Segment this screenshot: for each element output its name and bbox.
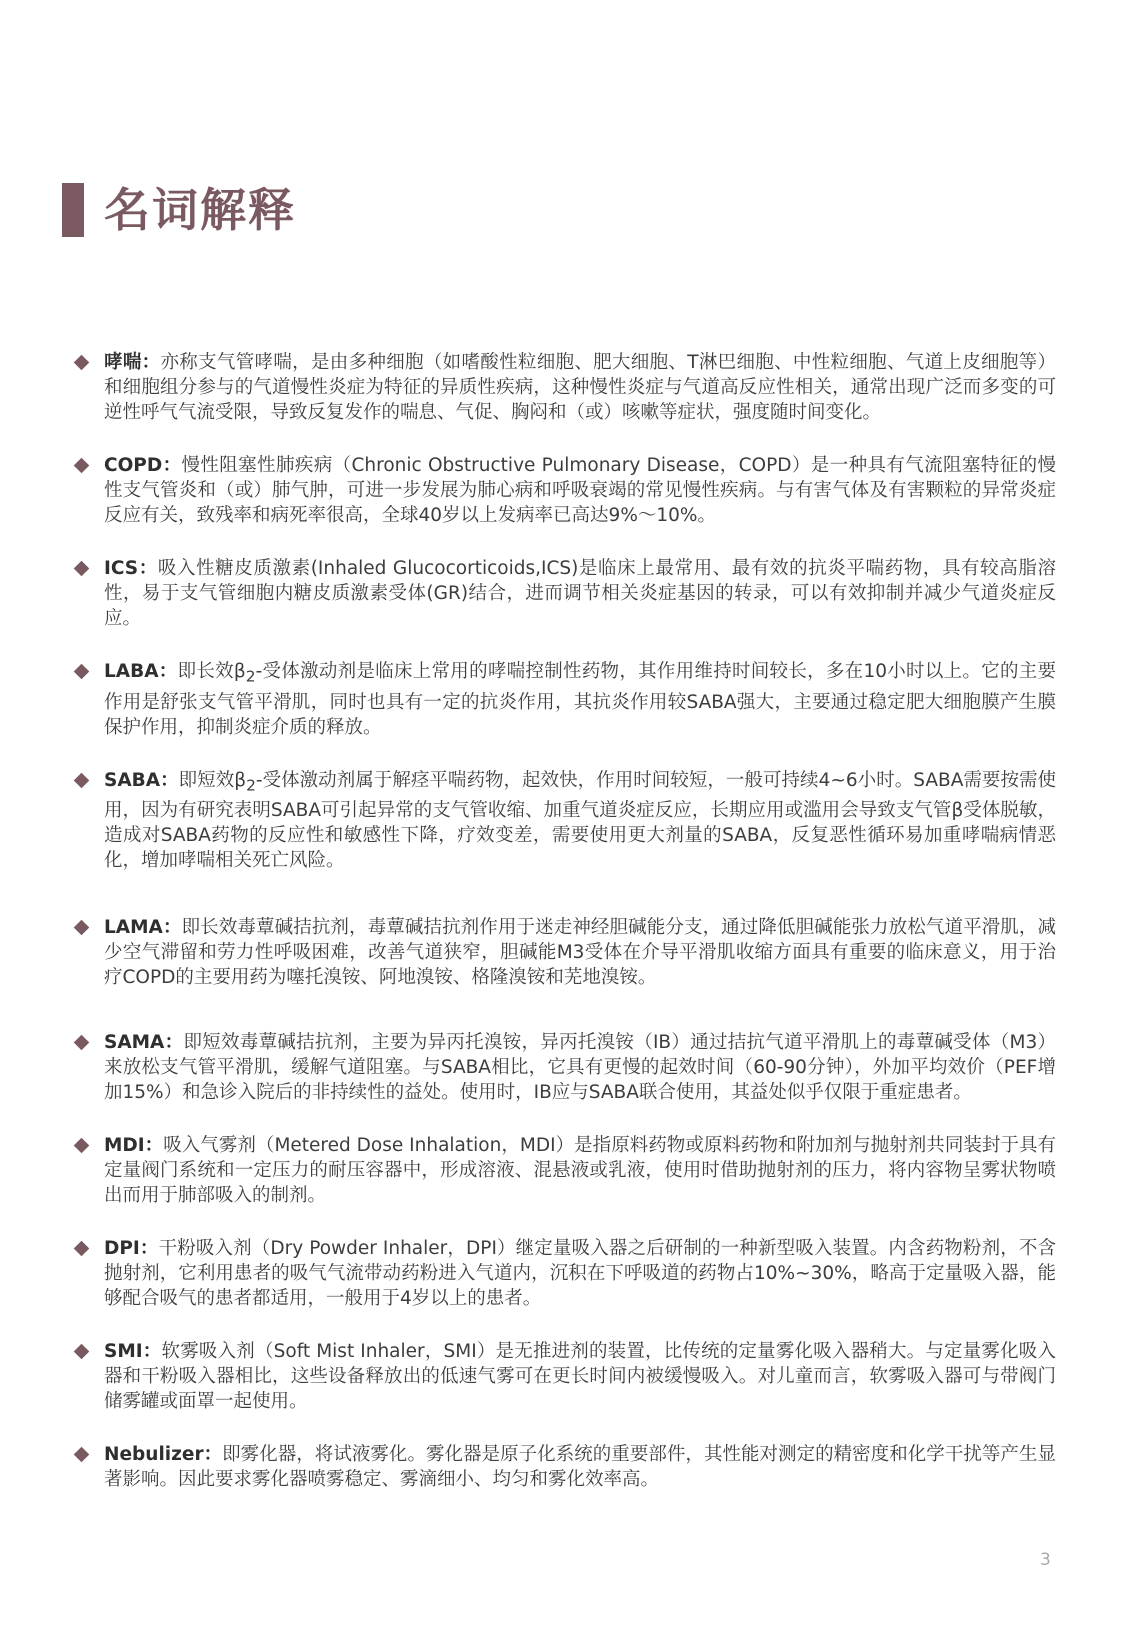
glossary-item-laba bbox=[76, 659, 1056, 740]
term-name: 哮喘： bbox=[104, 352, 161, 373]
glossary-item-dpi bbox=[76, 1236, 1056, 1311]
term-name: MDI： bbox=[104, 1135, 164, 1157]
term-definition-rest: -受体激动剂是临床上常用的哮喘控制性药物，其作用维持时间较长，多在10小时以上。它的主要作用是舒张支气管平滑肌，同时也具有一定的抗炎作用，其抗炎作用较SABA强大，主要通过稳定肥大细胞膜产生膜保护作用，抑制炎症介质的释放。 bbox=[104, 661, 1056, 738]
term-name: Nebulizer： bbox=[104, 1444, 223, 1466]
glossary-item-mdi bbox=[76, 1133, 1056, 1208]
diamond-bullet-icon bbox=[74, 1447, 90, 1463]
term-definition: 吸入气雾剂（Metered Dose Inhalation，MDI）是指原料药物或原料药物和附加剂与抛射剂共同装封于具有定量阀门系统和一定压力的耐压容器中，形成溶液、混悬液或乳液，使用时借助抛射剂的压力，将内容物呈雾状物喷出而用于肺部吸入的制剂。 bbox=[104, 1135, 1056, 1207]
diamond-bullet-icon bbox=[74, 355, 90, 371]
term-definition: 即雾化器，将试液雾化。雾化器是原子化系统的重要部件，其性能对测定的精密度和化学干扰等产生显著影响。因此要求雾化器喷雾稳定、雾滴细小、均匀和雾化效率高。 bbox=[104, 1444, 1056, 1491]
subscript: 2 bbox=[246, 776, 256, 795]
glossary-item-smi bbox=[76, 1339, 1056, 1414]
term-definition-rest: -受体激动剂属于解痉平喘药物，起效快，作用时间较短，一般可持续4~6小时。SABA需要按需使用，因为有研究表明SABA可引起异常的支气管收缩、加重气道炎症反应，长期应用或滥用会导致支气管β受体脱敏，造成对SABA药物的反应性和敏感性下降，疗效变差，需要使用更大剂量的SABA，反复恶性循环易加重哮喘病情恶化，增加哮喘相关死亡风险。 bbox=[104, 769, 1057, 872]
subscript: 2 bbox=[245, 667, 256, 686]
page-header bbox=[62, 183, 296, 237]
term-definition: 软雾吸入剂（Soft Mist Inhaler，SMI）是无推进剂的装置，比传统的定量雾化吸入器稍大。与定量雾化吸入器和干粉吸入器相比，这些设备释放出的低速气雾可在更长时间内被缓慢吸入。对儿童而言，软雾吸入器可与带阀门储雾罐或面罩一起使用。 bbox=[104, 1341, 1056, 1413]
term-definition: 吸入性糖皮质激素(Inhaled Glucocorticoids,ICS)是临床上最常用、最有效的抗炎平喘药物，具有较高脂溶性，易于支气管细胞内糖皮质激素受体(GR)结合，进而调节相关炎症基因的转录，可以有效抑制并减少气道炎症反应。 bbox=[104, 558, 1056, 629]
term-name: SAMA： bbox=[104, 1032, 184, 1054]
page-title: 名词解释 bbox=[104, 183, 296, 237]
page-number: 3 bbox=[1040, 1550, 1051, 1570]
diamond-bullet-icon bbox=[74, 772, 90, 788]
term-definition: 即长效毒蕈碱拮抗剂，毒蕈碱拮抗剂作用于迷走神经胆碱能分支，通过降低胆碱能张力放松气道平滑肌，减少空气滞留和劳力性呼吸困难，改善气道狭窄，胆碱能M3受体在介导平滑肌收缩方面具有重要的临床意义，用于治疗COPD的主要用药为噻托溴铵、阿地溴铵、格隆溴铵和芜地溴铵。 bbox=[104, 917, 1056, 989]
glossary-item-sama bbox=[76, 1030, 1056, 1105]
term-definition: 干粉吸入剂（Dry Powder Inhaler，DPI）继定量吸入器之后研制的一种新型吸入装置。内含药物粉剂，不含抛射剂，它利用患者的吸气气流带动药粉进入气道内，沉积在下呼吸道的药物占10%~30%，略高于定量吸入器，能够配合吸气的患者都适用，一般用于4岁以上的患者。 bbox=[104, 1238, 1056, 1310]
term-name: SABA： bbox=[104, 769, 179, 791]
diamond-bullet-icon bbox=[74, 561, 90, 577]
term-name: LABA： bbox=[104, 661, 178, 682]
glossary-item-nebulizer bbox=[76, 1442, 1056, 1492]
term-definition: 慢性阻塞性肺疾病（Chronic Obstructive Pulmonary Disease，COPD）是一种具有气流阻塞特征的慢性支气管炎和（或）肺气肿，可进一步发展为肺心病和呼吸衰竭的常见慢性疾病。与有害气体及有害颗粒的异常炎症反应有关，致残率和病死率很高，全球40岁以上发病率已高达9%～10%。 bbox=[104, 455, 1056, 526]
term-name: SMI： bbox=[104, 1341, 162, 1363]
glossary-item-asthma bbox=[76, 350, 1056, 425]
diamond-bullet-icon bbox=[74, 920, 90, 936]
term-name: DPI： bbox=[104, 1238, 159, 1260]
term-definition-start: 即长效β bbox=[177, 661, 246, 682]
term-definition: 即短效毒蕈碱拮抗剂，主要为异丙托溴铵，异丙托溴铵（IB）通过拮抗气道平滑肌上的毒蕈碱受体（M3）来放松支气管平滑肌，缓解气道阻塞。与SABA相比，它具有更慢的起效时间（60-90分钟），外加平均效价（PEF增加15%）和急诊入院后的非持续性的益处。使用时，IB应与SABA联合使用，其益处似乎仅限于重症患者。 bbox=[104, 1032, 1056, 1104]
glossary-item-lama bbox=[76, 915, 1056, 990]
glossary-item-saba bbox=[76, 768, 1056, 874]
diamond-bullet-icon bbox=[74, 1344, 90, 1360]
glossary-item-ics bbox=[76, 556, 1056, 631]
diamond-bullet-icon bbox=[74, 458, 90, 474]
title-accent-bar bbox=[62, 183, 84, 237]
term-name: COPD： bbox=[104, 455, 182, 476]
diamond-bullet-icon bbox=[74, 664, 90, 680]
diamond-bullet-icon bbox=[74, 1138, 90, 1154]
glossary-item-copd bbox=[76, 453, 1056, 528]
glossary-list bbox=[76, 350, 1056, 1492]
diamond-bullet-icon bbox=[74, 1035, 90, 1051]
term-name: ICS： bbox=[104, 558, 158, 579]
term-definition: 亦称支气管哮喘，是由多种细胞（如嗜酸性粒细胞、肥大细胞、T淋巴细胞、中性粒细胞、气道上皮细胞等）和细胞组分参与的气道慢性炎症为特征的异质性疾病，这种慢性炎症与气道高反应性相关，通常出现广泛而多变的可逆性呼气气流受限，导致反复发作的喘息、气促、胸闷和（或）咳嗽等症状，强度随时间变化。 bbox=[104, 352, 1056, 423]
diamond-bullet-icon bbox=[74, 1241, 90, 1257]
term-name: LAMA： bbox=[104, 917, 182, 939]
term-definition-start: 即短效β bbox=[178, 769, 247, 791]
